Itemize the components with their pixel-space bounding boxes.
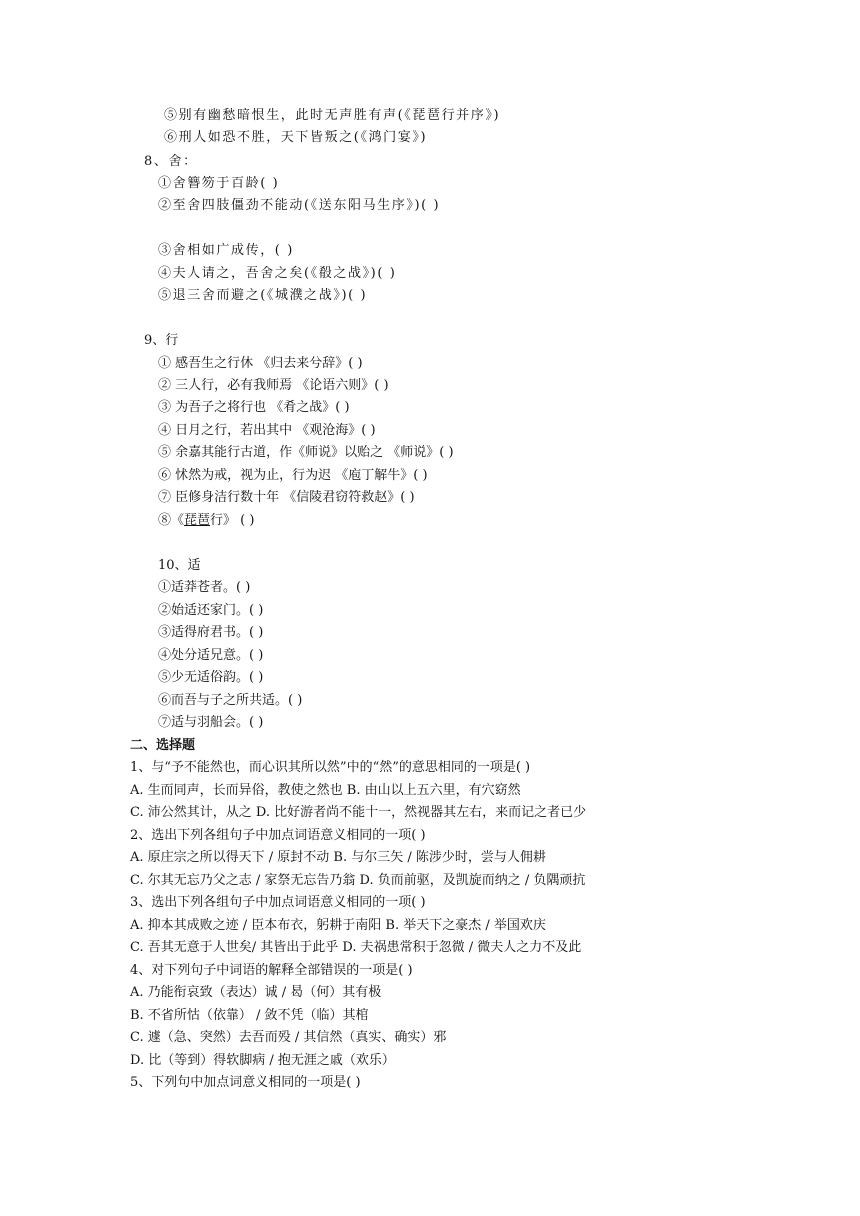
text-line: ⑤别有幽愁暗恨生，此时无声胜有声(《琵琶行并序》) <box>164 108 501 123</box>
section-8-heading: 8、舍： <box>144 154 198 169</box>
section-2-heading: 二、选择题 <box>130 738 196 753</box>
list-item-suffix: 行》 ( ) <box>210 513 255 528</box>
question-line: 3、选出下列各组句子中加点词语意义相同的一项( ) <box>130 895 426 910</box>
question-line: A. 生而同声，长而异俗，教使之然也 B. 由山以上五六里，有穴窈然 <box>130 783 521 798</box>
question-line: B. 不省所怙（依靠） / 敛不凭（临）其棺 <box>130 1008 369 1023</box>
underlined-title: 琵琶 <box>184 513 211 528</box>
list-item: ②至舍四肢僵劲不能动(《送东阳马生序》)( ) <box>158 198 441 213</box>
question-line: A. 乃能衔哀致（表达）诚 / 曷（何）其有极 <box>130 985 382 1000</box>
list-item: ① 感吾生之行休 《归去来兮辞》( ) <box>158 356 363 371</box>
question-line: C. 遽（急、突然）去吾而殁 / 其信然（真实、确实）邪 <box>130 1030 447 1045</box>
list-item: ③ 为吾子之将行也 《肴之战》( ) <box>158 400 350 415</box>
question-line: A. 抑本其成败之迹 / 臣本布衣，躬耕于南阳 B. 举天下之豪杰 / 举国欢庆 <box>130 918 546 933</box>
list-item: ④处分适兄意。( ) <box>158 648 264 663</box>
question-line: 1、与“予不能然也，而心识其所以然”中的“然”的意思相同的一项是( ) <box>130 760 531 775</box>
list-item: ⑥而吾与子之所共适。( ) <box>158 693 303 708</box>
list-item: ⑤ 余嘉其能行古道，作《师说》以贻之 《师说》( ) <box>158 445 454 460</box>
question-line: 5、下列句中加点词意义相同的一项是( ) <box>130 1075 361 1090</box>
list-item <box>158 511 254 531</box>
list-item: ⑦适与羽船会。( ) <box>158 715 264 730</box>
question-line: 2、选出下列各组句子中加点词语意义相同的一项( ) <box>130 828 426 843</box>
question-line: 4、对下列句子中词语的解释全部错误的一项是( ) <box>130 963 413 978</box>
question-line: C. 吾其无意于人世矣/ 其皆出于此乎 D. 夫祸患常积于忽微 / 微夫人之力不及此 <box>130 940 582 955</box>
question-line: C. 尔其无忘乃父之志 / 家祭无忘告乃翁 D. 负而前驱，及凯旋而纳之 / 负隅顽抗 <box>130 873 586 888</box>
list-item: ①适莽苍者。( ) <box>158 580 251 595</box>
list-item: ⑤少无适俗韵。( ) <box>158 670 264 685</box>
question-line: A. 原庄宗之所以得天下 / 原封不动 B. 与尔三矢 / 陈涉少时，尝与人佣耕 <box>130 850 546 865</box>
list-item: ⑦ 臣修身洁行数十年 《信陵君窃符救赵》( ) <box>158 490 415 505</box>
list-item: ⑥ 怵然为戒，视为止，行为迟 《庖丁解牛》( ) <box>158 468 428 483</box>
list-item: ④夫人请之，吾舍之矣(《殽之战》)( ) <box>158 266 397 281</box>
list-item: ⑤退三舍而避之(《城濮之战》)( ) <box>158 288 368 303</box>
text-line: ⑥刑人如恐不胜，天下皆叛之(《鸿门宴》) <box>164 130 428 145</box>
section-9-heading: 9、行 <box>144 333 179 348</box>
question-line: C. 沛公然其计，从之 D. 比好游者尚不能十一，然视器其左右，来而记之者已少 <box>130 805 587 820</box>
list-item: ②始适还家门。( ) <box>158 603 264 618</box>
list-item-prefix: ⑧《 <box>158 513 185 528</box>
list-item: ③适得府君书。( ) <box>158 625 264 640</box>
list-item: ①舍簪笏于百龄( ) <box>158 176 280 191</box>
list-item: ④ 日月之行，若出其中 《观沧海》( ) <box>158 423 376 438</box>
list-item: ② 三人行，必有我师焉 《论语六则》( ) <box>158 378 389 393</box>
section-10-heading: 10、适 <box>158 558 201 573</box>
question-line: D. 比（等到）得软脚病 / 抱无涯之戚（欢乐） <box>130 1053 395 1068</box>
list-item: ③舍相如广成传，( ) <box>158 243 294 258</box>
